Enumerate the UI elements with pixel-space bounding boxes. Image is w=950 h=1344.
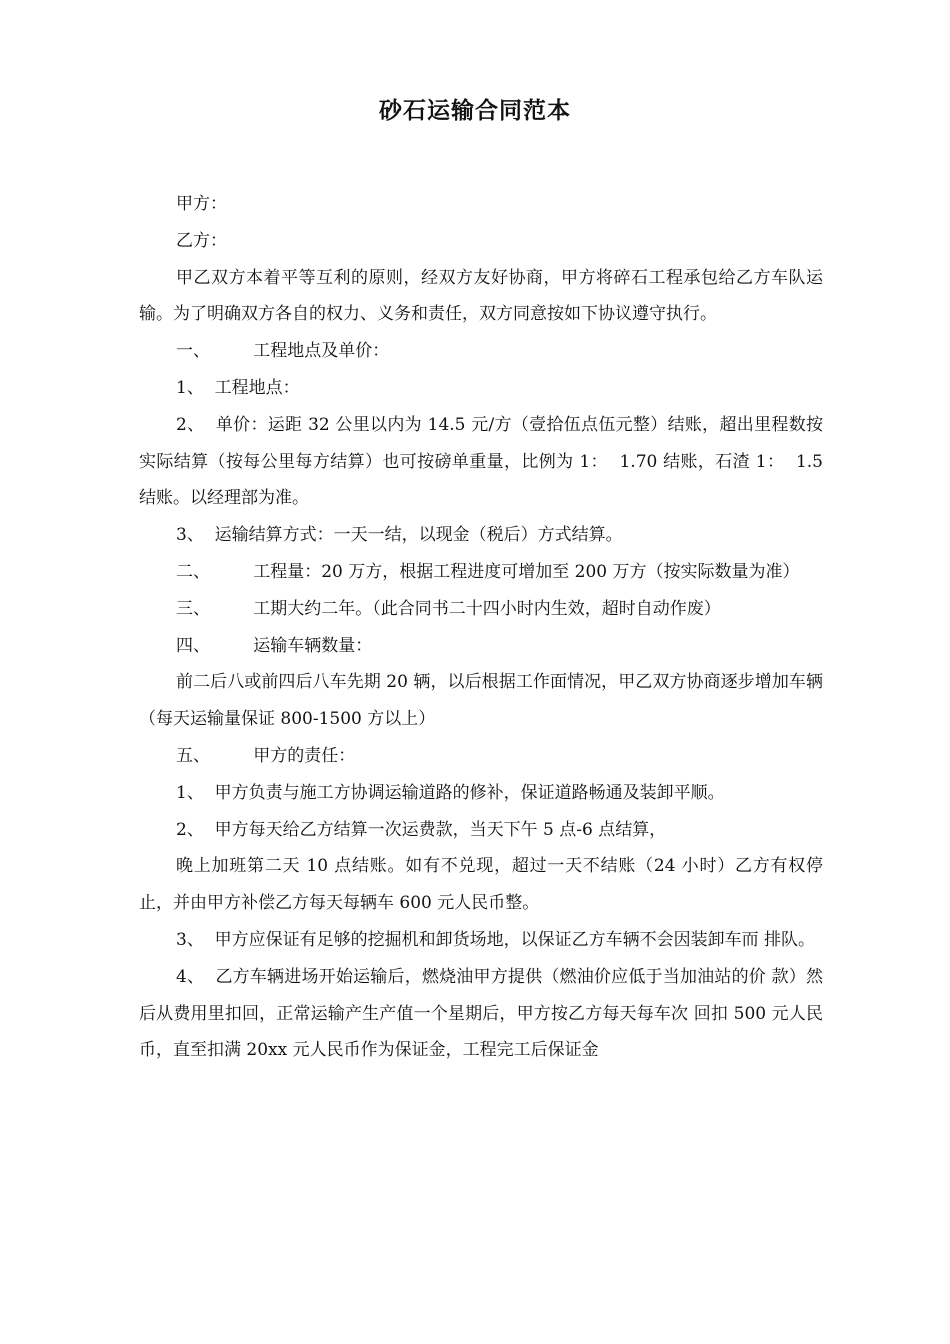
section-1-heading: 一、 工程地点及单价：	[176, 341, 390, 362]
section-1-item-3: 3、 运输结算方式：一天一结，以现金（税后）方式结算。	[176, 525, 623, 546]
party-a-line: 甲方：	[176, 194, 227, 214]
section-5-item-1: 1、 甲方负责与施工方协调运输道路的修补，保证道路畅通及装卸平顺。	[176, 782, 725, 803]
intro-paragraph: 甲乙双方本着平等互利的原则，经双方友好协商，甲方将碎石工程承包给乙方车队运输。为了明确双方各自的权力、义务和责任，双方同意按如下协议遵守执行。	[139, 267, 823, 325]
section-2-paragraph: 二、 工程量：20 万方，根据工程进度可增加至 200 万方（按实际数量为准）	[176, 561, 800, 582]
document-body	[139, 186, 829, 1069]
section-5-item-2: 2、 甲方每天给乙方结算一次运费款，当天下午 5 点-6 点结算，	[176, 819, 667, 840]
section-1-item-1: 1、 工程地点：	[176, 377, 300, 398]
document-title: 砂石运输合同范本	[379, 97, 571, 124]
section-5-item-2-continued: 晚上加班第二天 10 点结账。如有不兑现，超过一天不结账（24 小时）乙方有权停止，并由甲方补偿乙方每天每辆车 600 元人民币整。	[139, 856, 823, 914]
section-4-heading: 四、 运输车辆数量：	[176, 635, 373, 656]
section-3-paragraph: 三、 工期大约二年。（此合同书二十四小时内生效，超时自动作废）	[176, 598, 721, 619]
party-b-line: 乙方：	[176, 230, 227, 251]
section-1-item-2: 2、 单价：运距 32 公里以内为 14.5 元/方（壹拾伍点伍元整）结账，超出里程数按实际结算（按每公里每方结算）也可按磅单重量，比例为 1： 1.70 结账，石渣 1： 1.5 结账。以经理部为准。	[139, 414, 829, 509]
section-5-item-3: 3、 甲方应保证有足够的挖掘机和卸货场地，以保证乙方车辆不会因装卸车而 排队。	[176, 929, 816, 950]
section-5-heading: 五、 甲方的责任：	[176, 745, 356, 766]
section-5-item-4: 4、 乙方车辆进场开始运输后，燃烧油甲方提供（燃油价应低于当加油站的价 款）然后从费用里扣回，正常运输产生产值一个星期后，甲方按乙方每天每车次 回扣 500 元人民币，直至扣满 20xx 元人民币作为保证金，工程完工后保证金	[139, 966, 823, 1061]
section-4-paragraph: 前二后八或前四后八车先期 20 辆，以后根据工作面情况，甲乙双方协商逐步增加车辆（每天运输量保证 800-1500 方以上）	[139, 672, 823, 730]
